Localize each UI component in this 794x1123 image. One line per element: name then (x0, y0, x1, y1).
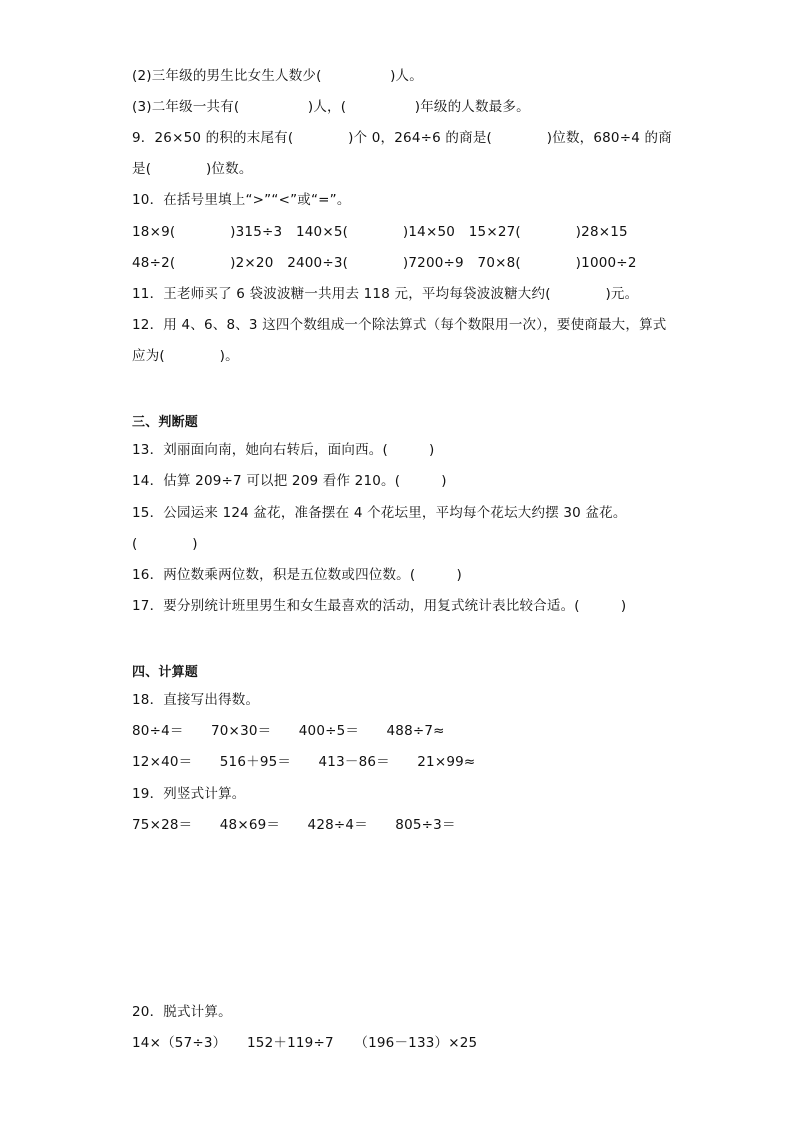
question-15-line-2: ( ) (132, 536, 198, 552)
question-10-row-1: 18×9( )315÷3 140×5( )14×50 15×27( )28×15 (132, 224, 628, 240)
question-14: 14．估算 209÷7 可以把 209 看作 210。( ) (132, 473, 447, 489)
question-20-row-1: 14×（57÷3） 152＋119÷7 （196－133）×25 (132, 1035, 478, 1051)
question-8-part-2: (2)三年级的男生比女生人数少( )人。 (132, 68, 423, 84)
question-11: 11．王老师买了 6 袋波波糖一共用去 118 元，平均每袋波波糖大约( )元。 (132, 286, 639, 302)
question-9-line-2: 是( )位数。 (132, 161, 253, 177)
section-3-heading: 三、判断题 (132, 415, 199, 430)
question-18-row-1: 80÷4＝ 70×30＝ 400÷5＝ 488÷7≈ (132, 723, 445, 739)
section-4-heading: 四、计算题 (132, 665, 199, 680)
question-13: 13．刘丽面向南，她向右转后，面向西。( ) (132, 442, 435, 458)
question-8-part-3: (3)二年级一共有( )人，( )年级的人数最多。 (132, 99, 530, 115)
question-10-row-2: 48÷2( )2×20 2400÷3( )7200÷9 70×8( )1000÷2 (132, 255, 637, 271)
question-9-line-1: 9．26×50 的积的末尾有( )个 0，264÷6 的商是( )位数，680÷4 的商 (132, 130, 672, 146)
question-19: 19．列竖式计算。 (132, 786, 246, 802)
question-20: 20．脱式计算。 (132, 1004, 232, 1020)
question-16: 16．两位数乘两位数，积是五位数或四位数。( ) (132, 567, 462, 583)
question-18-row-2: 12×40＝ 516＋95＝ 413－86＝ 21×99≈ (132, 754, 476, 770)
question-15-line-1: 15．公园运来 124 盆花，准备摆在 4 个花坛里，平均每个花坛大约摆 30 盆花。 (132, 505, 627, 521)
question-12-line-2: 应为( )。 (132, 348, 239, 364)
question-10: 10．在括号里填上“>”“<”或“=”。 (132, 192, 351, 208)
question-12-line-1: 12．用 4、6、8、3 这四个数组成一个除法算式（每个数限用一次），要使商最大，算式 (132, 317, 667, 333)
question-18: 18．直接写出得数。 (132, 692, 260, 708)
question-17: 17．要分别统计班里男生和女生最喜欢的活动，用复式统计表比较合适。( ) (132, 598, 627, 614)
question-19-row-1: 75×28＝ 48×69＝ 428÷4＝ 805÷3＝ (132, 817, 456, 833)
